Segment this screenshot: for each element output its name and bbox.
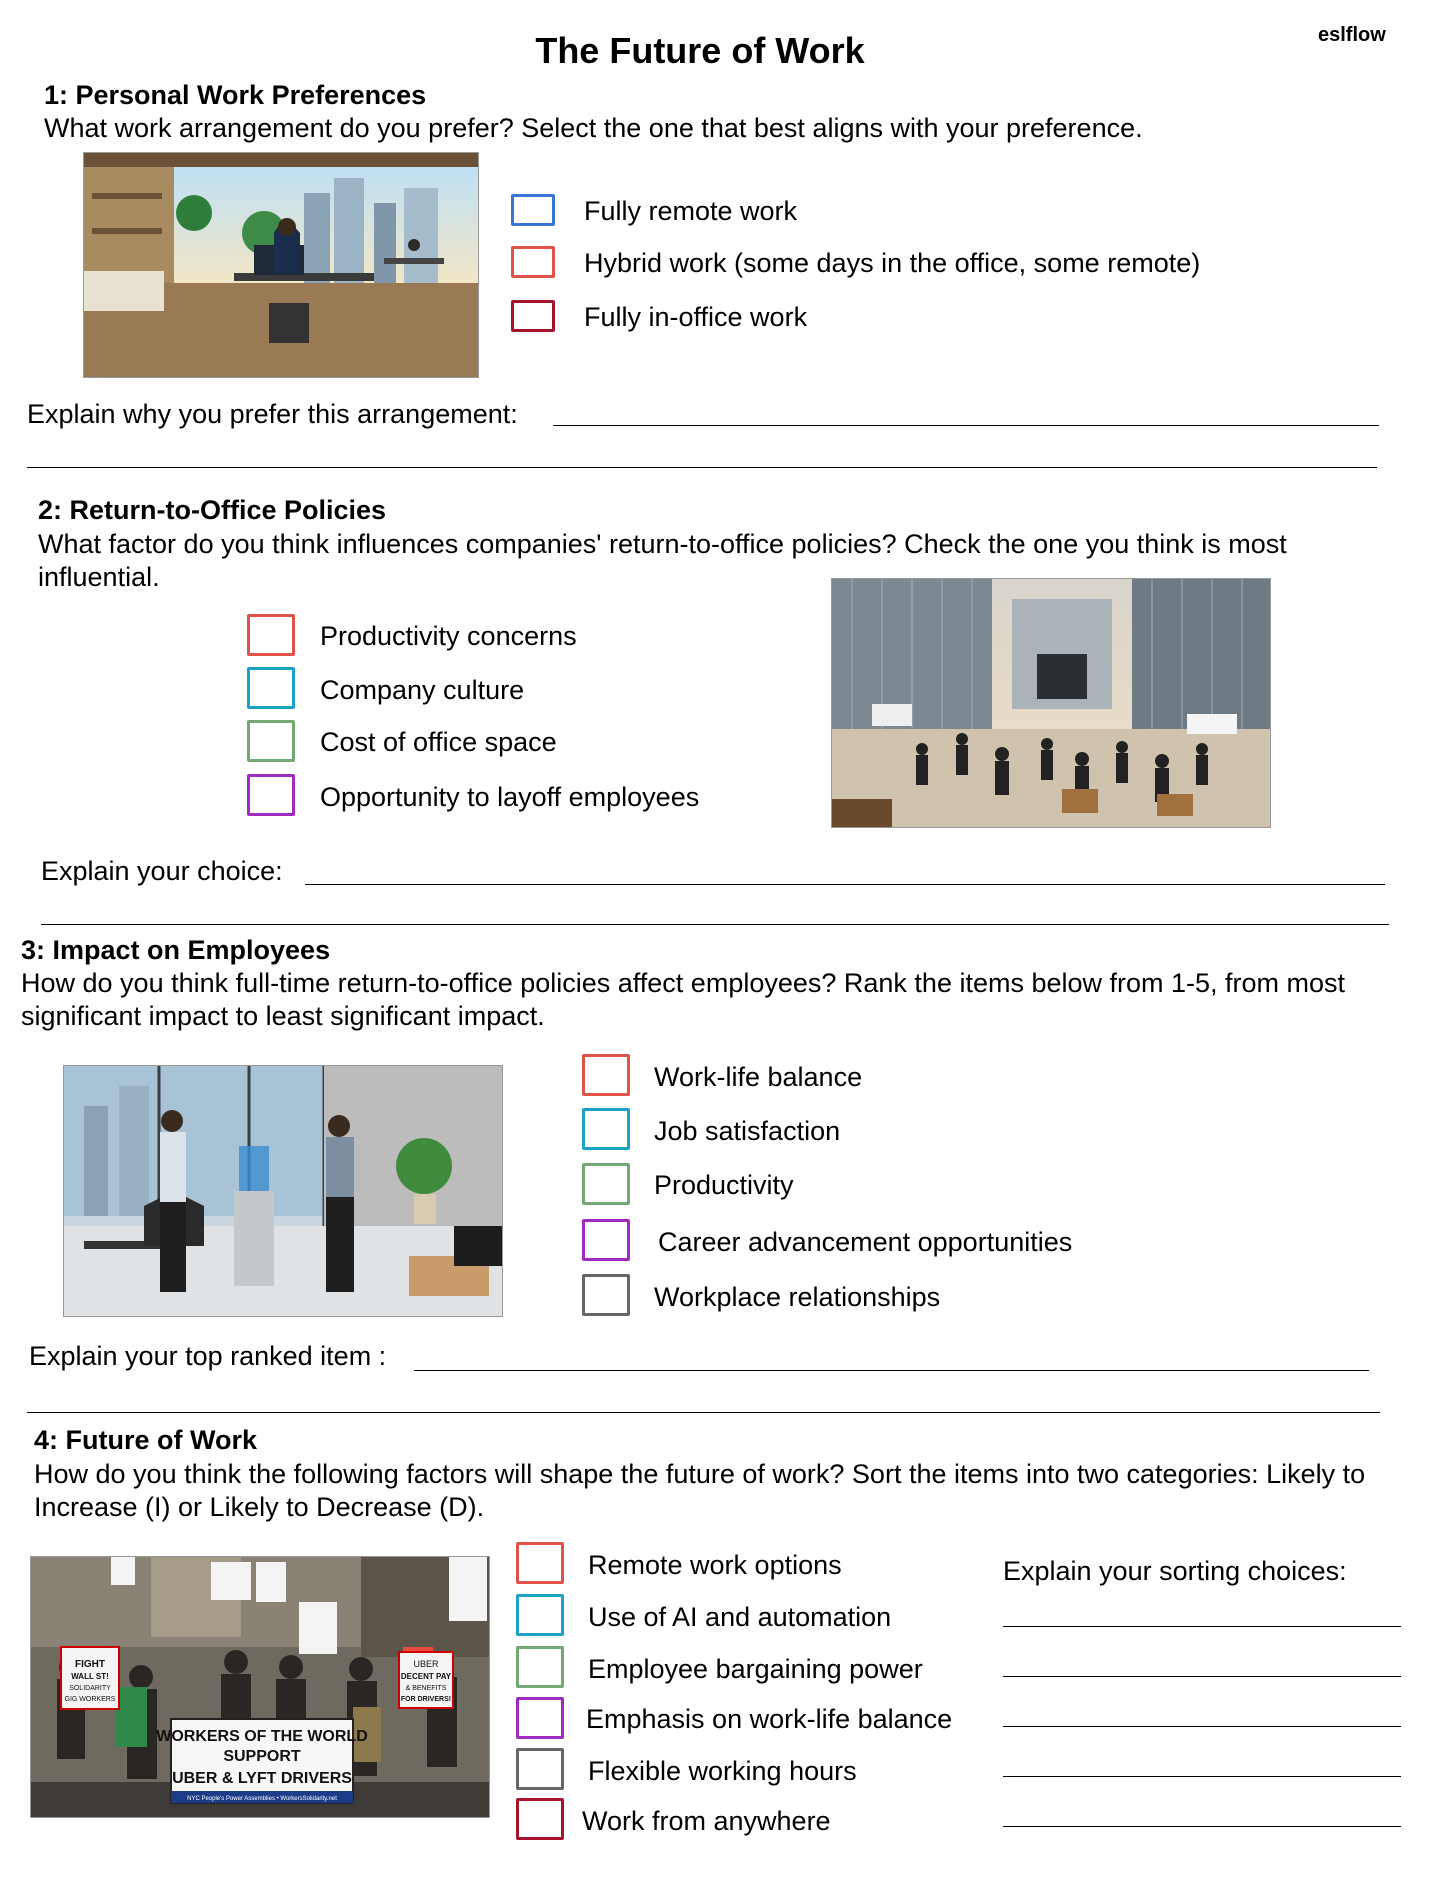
section1-answer-line-1[interactable]: [553, 425, 1379, 426]
uber-sign-line-3: & BENEFITS: [405, 1685, 447, 1692]
option-career-advancement: Career advancement opportunities: [658, 1227, 1073, 1257]
option-remote-work-options: Remote work options: [588, 1550, 842, 1580]
option-productivity-concerns: Productivity concerns: [320, 621, 577, 651]
productivity-concerns-checkbox[interactable]: [247, 614, 295, 656]
option-ai-automation: Use of AI and automation: [588, 1602, 892, 1632]
section4-explain-label: Explain your sorting choices:: [1003, 1556, 1347, 1586]
sorting-answer-line-3[interactable]: [1003, 1726, 1401, 1727]
section1-answer-line-2[interactable]: [27, 467, 1377, 468]
banner-line-2: SUPPORT: [223, 1748, 301, 1765]
banner-line-1: WORKERS OF THE WORLD: [156, 1728, 368, 1745]
sorting-answer-line-4[interactable]: [1003, 1776, 1401, 1777]
option-in-office: Fully in-office work: [584, 302, 808, 332]
option-flexible-hours: Flexible working hours: [588, 1756, 857, 1786]
job-satisfaction-rank-box[interactable]: [582, 1108, 630, 1150]
protest-photo: [30, 1556, 490, 1818]
office-commute-photo: [831, 578, 1271, 828]
section1-prompt: What work arrangement do you prefer? Select the one that best aligns with your preference.: [44, 113, 1143, 143]
remote-checkbox[interactable]: [511, 194, 555, 226]
office-cost-checkbox[interactable]: [247, 720, 295, 762]
option-productivity: Productivity: [654, 1170, 794, 1200]
uber-sign-line-2: DECENT PAY: [400, 1672, 452, 1681]
option-work-life-emphasis: Emphasis on work-life balance: [586, 1704, 953, 1734]
company-culture-checkbox[interactable]: [247, 667, 295, 709]
watercooler-photo: [63, 1065, 503, 1317]
banner-footer: NYC People's Power Assemblies • WorkersSolidarity.net: [187, 1796, 337, 1802]
bargaining-power-sort-box[interactable]: [516, 1646, 564, 1688]
section3-explain-label: Explain your top ranked item :: [29, 1341, 387, 1371]
banner-line-3: UBER & LYFT DRIVERS: [172, 1770, 352, 1787]
section2-answer-line-1[interactable]: [305, 884, 1385, 885]
hybrid-checkbox[interactable]: [511, 246, 555, 278]
fight-sign-line-4: GIG WORKERS: [64, 1696, 116, 1703]
ai-automation-sort-box[interactable]: [516, 1594, 564, 1636]
section2-answer-line-2[interactable]: [41, 924, 1389, 925]
sorting-answer-line-2[interactable]: [1003, 1676, 1401, 1677]
fight-sign-line-2: WALL ST!: [71, 1672, 109, 1681]
work-life-balance-rank-box[interactable]: [582, 1054, 630, 1096]
option-fully-remote: Fully remote work: [584, 196, 798, 226]
section3-answer-line-2[interactable]: [27, 1412, 1380, 1413]
section1-heading: 1: Personal Work Preferences: [44, 80, 427, 110]
in-office-checkbox[interactable]: [511, 300, 555, 332]
section2-explain-label: Explain your choice:: [41, 856, 283, 886]
uber-sign-line-1: UBER: [413, 1659, 439, 1669]
section2-heading: 2: Return-to-Office Policies: [38, 495, 387, 525]
uber-sign-line-4: FOR DRIVERS!: [400, 1696, 452, 1703]
section4-prompt: How do you think the following factors will shape the future of work? Sort the items into two categories: Likely to Increase (I) or Likely to Decrease (D).: [34, 1459, 1366, 1522]
fight-sign-line-3: SOLIDARITY: [69, 1685, 111, 1692]
option-hybrid: Hybrid work (some days in the office, some remote): [584, 248, 1201, 278]
workplace-relationships-rank-box[interactable]: [582, 1274, 630, 1316]
work-from-anywhere-sort-box[interactable]: [516, 1798, 564, 1840]
work-life-emphasis-sort-box[interactable]: [516, 1697, 564, 1739]
remote-options-sort-box[interactable]: [516, 1542, 564, 1584]
productivity-rank-box[interactable]: [582, 1163, 630, 1205]
sorting-answer-line-1[interactable]: [1003, 1626, 1401, 1627]
section3-answer-line-1[interactable]: [414, 1370, 1369, 1371]
section2-prompt: What factor do you think influences companies' return-to-office policies? Check the one you think is most influential.: [38, 529, 1287, 592]
section3-heading: 3: Impact on Employees: [21, 935, 331, 965]
option-workplace-relationships: Workplace relationships: [654, 1282, 941, 1312]
option-office-cost: Cost of office space: [320, 727, 557, 757]
brand-logo: eslflow: [1318, 24, 1386, 46]
section3-prompt: How do you think full-time return-to-office policies affect employees? Rank the items below from 1-5, from most significant impact to least significant impact.: [21, 968, 1346, 1031]
career-advancement-rank-box[interactable]: [582, 1219, 630, 1261]
section4-heading: 4: Future of Work: [34, 1425, 258, 1455]
layoff-checkbox[interactable]: [247, 774, 295, 816]
option-company-culture: Company culture: [320, 675, 525, 705]
fight-sign-line-1: FIGHT: [75, 1659, 105, 1670]
home-office-photo: [83, 152, 479, 378]
option-work-life-balance: Work-life balance: [654, 1062, 863, 1092]
flexible-hours-sort-box[interactable]: [516, 1748, 564, 1790]
sorting-answer-line-5[interactable]: [1003, 1826, 1401, 1827]
option-bargaining-power: Employee bargaining power: [588, 1654, 923, 1684]
page-title: The Future of Work: [535, 30, 865, 71]
option-layoff: Opportunity to layoff employees: [320, 782, 700, 812]
option-job-satisfaction: Job satisfaction: [654, 1116, 841, 1146]
section1-explain-label: Explain why you prefer this arrangement:: [27, 399, 518, 429]
option-work-from-anywhere: Work from anywhere: [582, 1806, 831, 1836]
